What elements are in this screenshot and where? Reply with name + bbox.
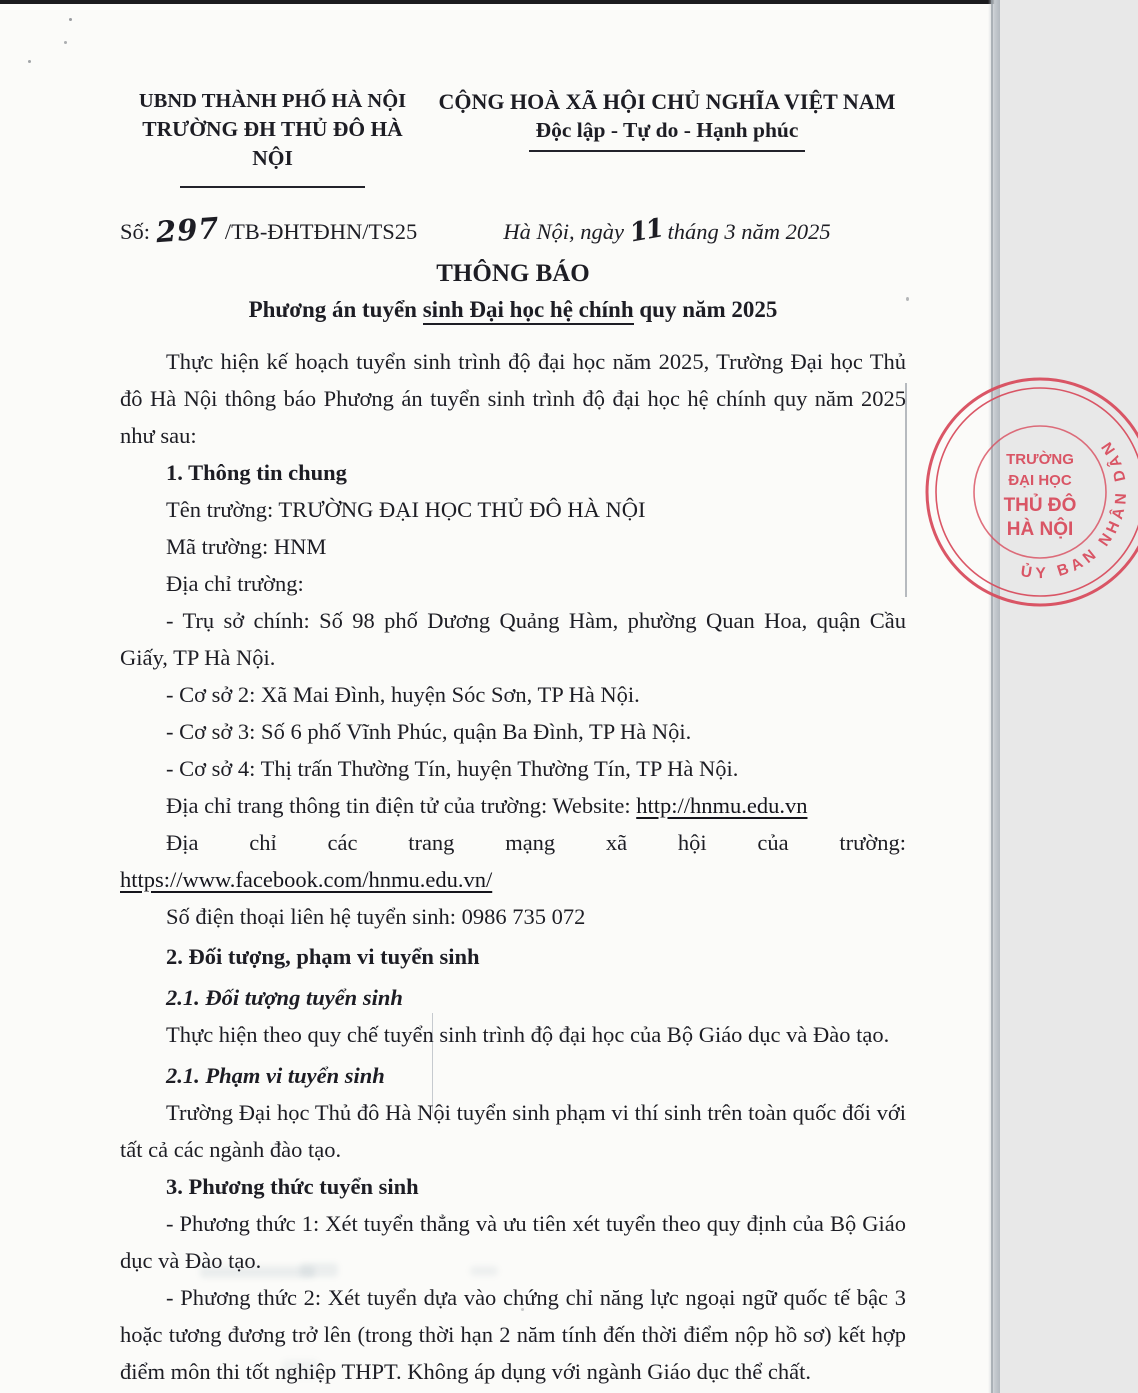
meta-row bbox=[120, 211, 906, 250]
scan-top-edge bbox=[0, 0, 1000, 4]
issuer-block bbox=[120, 88, 425, 188]
document-header bbox=[120, 88, 906, 188]
facebook-link[interactable]: https://www.facebook.com/hnmu.edu.vn/ bbox=[120, 867, 493, 892]
address-item: - Trụ sở chính: Số 98 phố Dương Quảng Hàm, phường Quan Hoa, quận Cầu Giấy, TP Hà Nội. bbox=[120, 608, 906, 670]
scan-right-edge-line bbox=[991, 0, 993, 1393]
address-item: - Cơ sở 2: Xã Mai Đình, huyện Sóc Sơn, TP Hà Nội. bbox=[166, 682, 640, 707]
doc-number-prefix: Số: bbox=[120, 219, 151, 244]
section-2-heading: 2. Đối tượng, phạm vi tuyển sinh bbox=[166, 944, 480, 969]
section-2-1b-text: Trường Đại học Thủ đô Hà Nội tuyển sinh phạm vi thí sinh trên toàn quốc đối với tất cả các ngành đào tạo. bbox=[120, 1100, 906, 1162]
document-content bbox=[120, 88, 906, 1390]
section-2-1-heading: 2.1. Đối tượng tuyển sinh bbox=[166, 985, 403, 1010]
issuer-name: TRƯỜNG ĐH THỦ ĐÔ HÀ NỘI bbox=[142, 117, 403, 170]
stamp-center-text bbox=[1004, 450, 1077, 540]
national-motto: Độc lập - Tự do - Hạnh phúc bbox=[535, 118, 799, 142]
section-2-1b-heading: 2.1. Phạm vi tuyển sinh bbox=[166, 1063, 385, 1088]
document-body bbox=[120, 343, 906, 1390]
doc-title: THÔNG BÁO bbox=[436, 260, 590, 287]
facebook-line bbox=[120, 861, 906, 898]
scan-right-edge-shade bbox=[988, 0, 1000, 1393]
phone-line: Số điện thoại liên hệ tuyển sinh: 0986 735 072 bbox=[166, 904, 586, 929]
intro-paragraph: Thực hiện kế hoạch tuyển sinh trình độ đại học năm 2025, Trường Đại học Thủ đô Hà Nội thông báo Phương án tuyển sinh trình độ đại học hệ chính quy năm 2025 như sau: bbox=[120, 349, 906, 448]
place-date-post: tháng 3 năm 2025 bbox=[661, 219, 831, 244]
section-2-1-text: Thực hiện theo quy chế tuyển sinh trình độ đại học của Bộ Giáo dục và Đào tạo. bbox=[166, 1022, 890, 1047]
doc-number-handwritten: 297 bbox=[154, 210, 221, 250]
website-line-text: Địa chỉ trang thông tin điện tử của trường: Website: bbox=[166, 793, 637, 818]
place-date bbox=[428, 213, 906, 250]
svg-text:ĐẠI HỌC: ĐẠI HỌC bbox=[1008, 472, 1072, 489]
doc-number-suffix: /TB-ĐHTĐHN/TS25 bbox=[219, 219, 418, 244]
svg-text:TRƯỜNG: TRƯỜNG bbox=[1006, 451, 1074, 468]
motto-underline bbox=[529, 150, 805, 152]
subtitle-post: quy năm 2025 bbox=[633, 297, 778, 322]
svg-text:THỦ ĐÔ: THỦ ĐÔ bbox=[1003, 495, 1077, 516]
social-line: Địa chỉ các trang mạng xã hội của trường: bbox=[166, 830, 906, 855]
issuer-underline bbox=[180, 186, 365, 188]
subtitle-pre: Phương án tuyển bbox=[248, 297, 423, 322]
method-2-text: - Phương thức 2: Xét tuyển dựa vào chứng chỉ năng lực ngoại ngữ quốc tế bậc 3 hoặc tương đương trở lên (trong thời hạn 2 năm tính đến thời điểm nộp hồ sơ) kết hợp điểm môn thi tốt nghiệp THPT. Không áp dụng với ngành Giáo dục thể chất. bbox=[120, 1285, 906, 1384]
doc-subtitle bbox=[120, 294, 906, 326]
noise-speck bbox=[906, 297, 909, 301]
noise-speck bbox=[69, 18, 72, 21]
national-motto-block bbox=[428, 88, 906, 152]
issuer-parent: UBND THÀNH PHỐ HÀ NỘI bbox=[138, 90, 407, 112]
national-title: CỘNG HOÀ XÃ HỘI CHỦ NGHĨA VIỆT NAM bbox=[438, 89, 896, 114]
method-1-text: - Phương thức 1: Xét tuyển thẳng và ưu tiên xét tuyển theo quy định của Bộ Giáo dục và Đào tạo. bbox=[120, 1211, 906, 1273]
official-stamp bbox=[898, 352, 1138, 642]
section-1-heading: 1. Thông tin chung bbox=[166, 460, 347, 485]
noise-speck bbox=[28, 60, 31, 63]
date-day-handwritten: 11 bbox=[627, 213, 665, 249]
doc-number bbox=[120, 211, 417, 250]
website-line bbox=[120, 787, 906, 824]
school-name-line: Tên trường: TRƯỜNG ĐẠI HỌC THỦ ĐÔ HÀ NỘI bbox=[166, 497, 646, 522]
stamp-ring-text: ỦY BAN NHÂN DÂN bbox=[1019, 435, 1131, 583]
place-date-pre: Hà Nội, ngày bbox=[503, 219, 630, 244]
website-link[interactable]: http://hnmu.edu.vn bbox=[636, 793, 808, 818]
svg-text:HÀ NỘI: HÀ NỘI bbox=[1006, 519, 1074, 540]
address-item: - Cơ sở 3: Số 6 phố Vĩnh Phúc, quận Ba Đình, TP Hà Nội. bbox=[166, 719, 692, 744]
address-item: - Cơ sở 4: Thị trấn Thường Tín, huyện Thường Tín, TP Hà Nội. bbox=[166, 756, 739, 781]
school-code-line: Mã trường: HNM bbox=[166, 534, 327, 559]
noise-speck bbox=[64, 41, 67, 44]
address-label: Địa chỉ trường: bbox=[166, 571, 304, 596]
section-3-heading: 3. Phương thức tuyển sinh bbox=[166, 1174, 419, 1199]
subtitle-underlined: sinh Đại học hệ chính bbox=[423, 297, 634, 325]
